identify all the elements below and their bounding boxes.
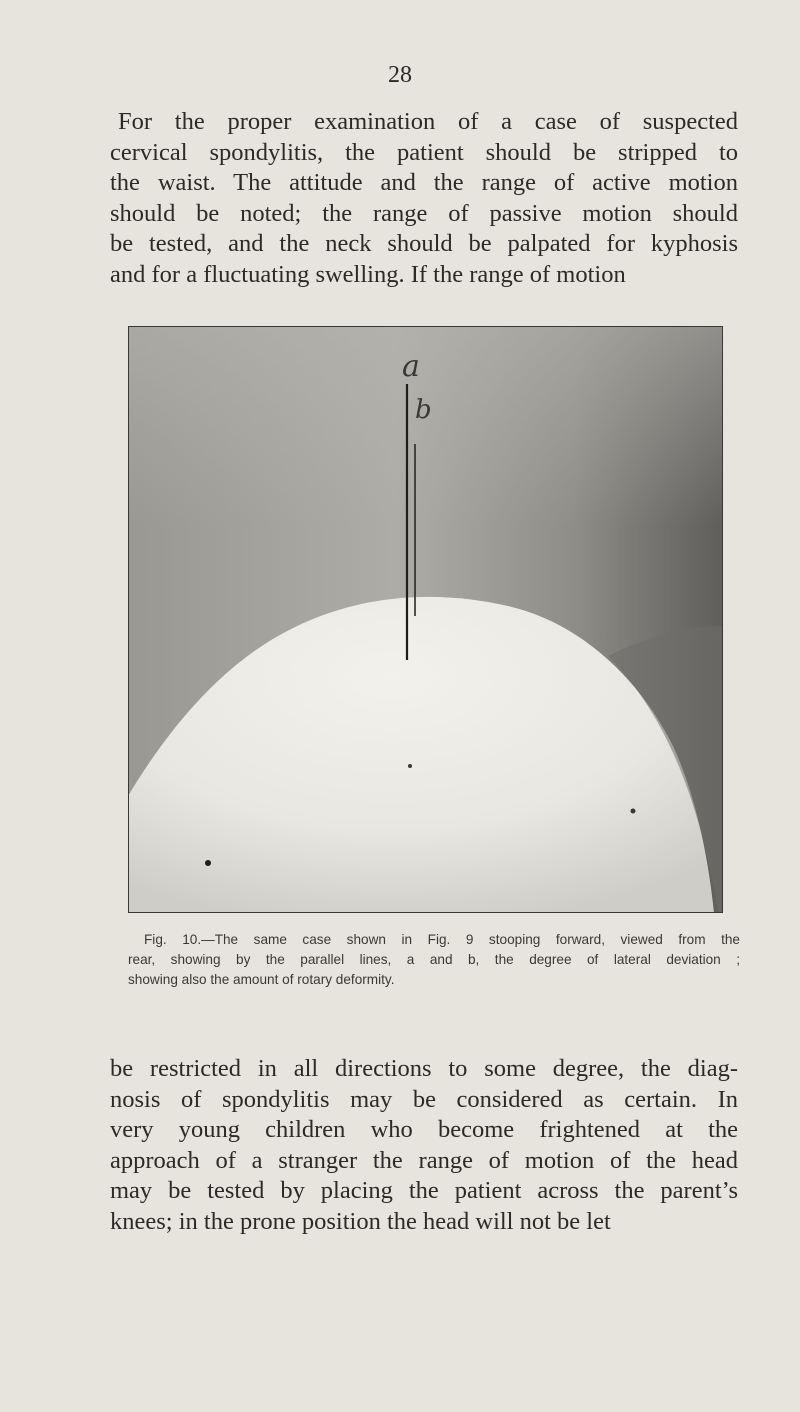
caption-line: showing also the amount of rotary deformity. — [128, 972, 395, 987]
page-number: 28 — [388, 62, 412, 88]
text-line: the waist. The attitude and the range of active motion — [110, 169, 738, 197]
caption-line: Fig. 10.—The same case shown in Fig. 9 stooping forward, viewed from the — [144, 932, 740, 947]
text-line: very young children who become frightened at the — [110, 1116, 738, 1144]
text-line: cervical spondylitis, the patient should be stripped to — [110, 138, 738, 166]
text-line: knees; in the prone position the head will not be let — [110, 1207, 611, 1235]
figure-mark-right — [631, 809, 636, 814]
text-line: and for a fluctuating swelling. If the range of motion — [110, 260, 626, 288]
figure-mark-center — [408, 764, 412, 768]
figure-top-haze — [128, 326, 723, 526]
text-line: For the proper examination of a case of suspected — [118, 108, 738, 135]
text-line: approach of a stranger the range of motion of the head — [110, 1146, 738, 1174]
caption-line: rear, showing by the parallel lines, a and b, the degree of lateral deviation ; — [128, 952, 740, 967]
text-line: may be tested by placing the patient across the parent’s — [110, 1177, 738, 1205]
text-line: should be noted; the range of passive motion should — [110, 199, 738, 227]
text-line: nosis of spondylitis may be considered as certain. In — [110, 1085, 738, 1113]
body-paragraph-top — [110, 107, 738, 291]
figure-mark-left — [205, 860, 211, 866]
figure-photograph — [128, 326, 723, 913]
figure-caption — [128, 930, 740, 990]
label-a: a — [402, 349, 420, 384]
text-line: be tested, and the neck should be palpated for kyphosis — [110, 230, 738, 258]
text-line: be restricted in all directions to some degree, the diag- — [110, 1055, 738, 1082]
body-paragraph-bottom — [110, 1054, 738, 1238]
figure-photo-illustration — [128, 326, 723, 913]
label-b: b — [415, 395, 432, 425]
